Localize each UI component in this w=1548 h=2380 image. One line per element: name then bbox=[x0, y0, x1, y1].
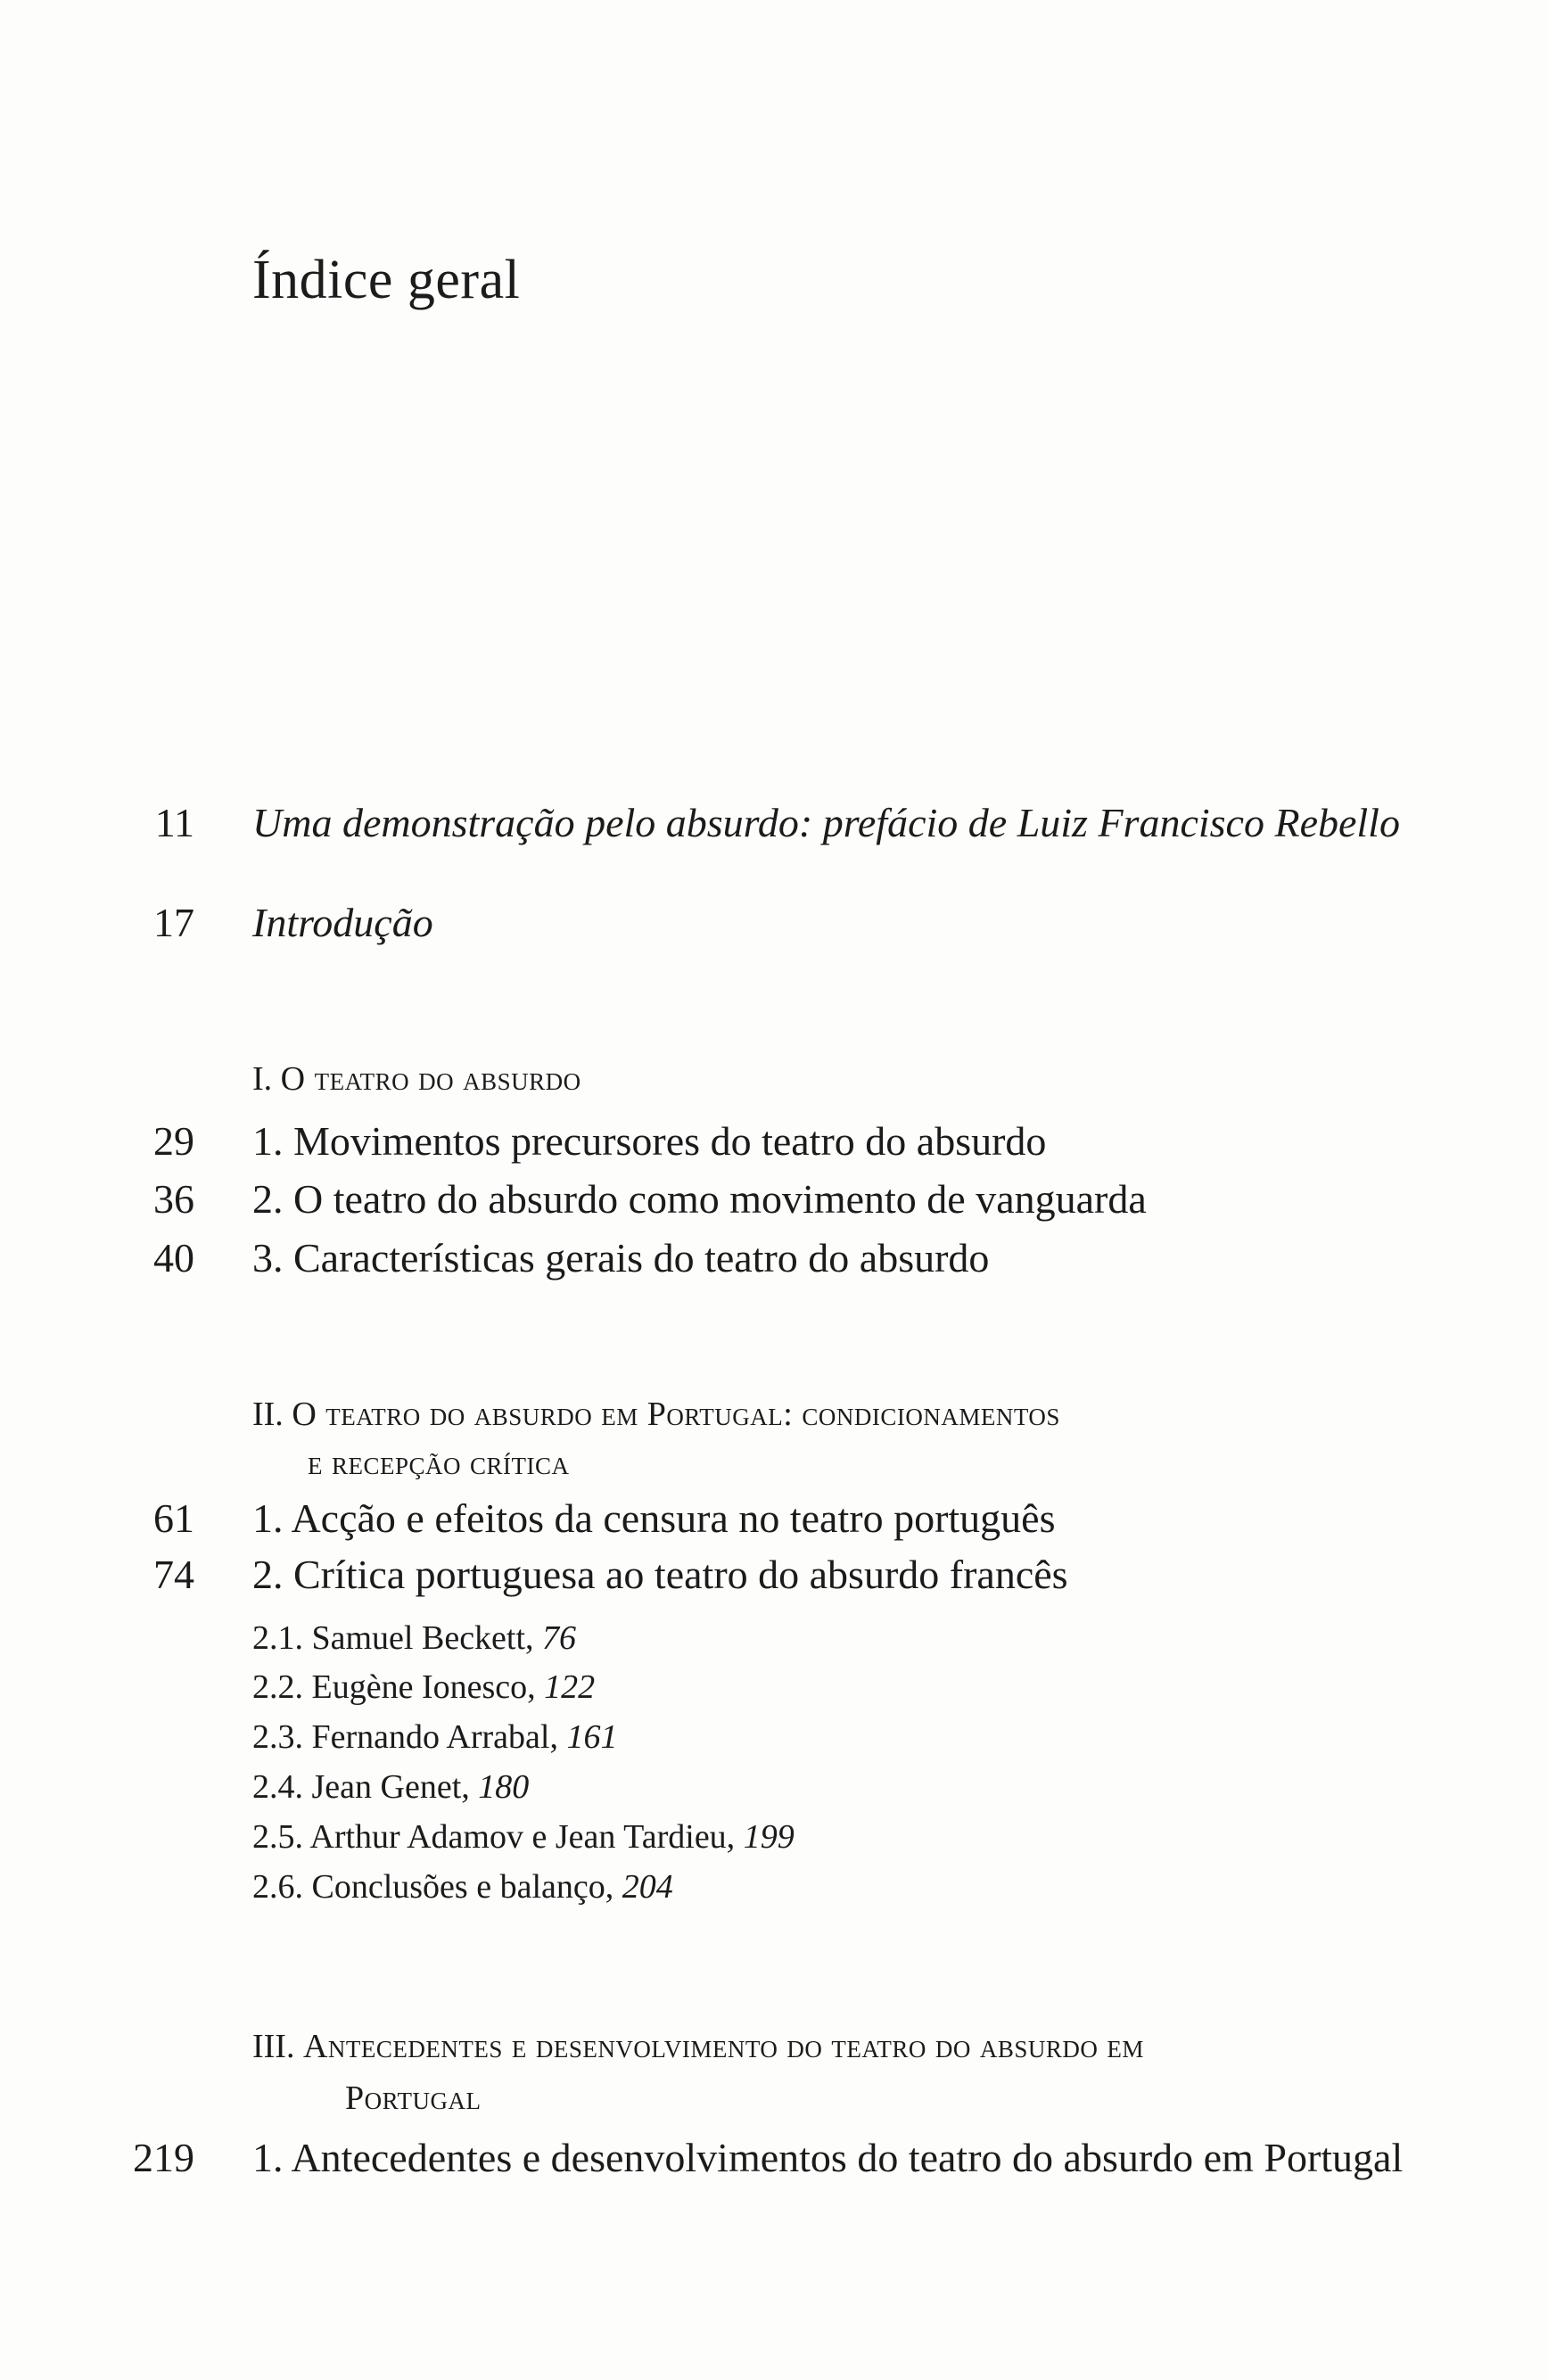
toc-entry-title: Uma demonstração pelo absurdo: prefácio de Luiz Francisco Rebello bbox=[252, 800, 1400, 845]
toc-subentry-page: 122 bbox=[544, 1668, 596, 1706]
toc-page-number: 74 bbox=[153, 1552, 194, 1597]
toc-page-number: 40 bbox=[153, 1235, 194, 1281]
toc-page-number: 17 bbox=[153, 900, 194, 945]
toc-subentry-page: 204 bbox=[622, 1868, 673, 1906]
toc-subentry-title: 2.5. Arthur Adamov e Jean Tardieu, bbox=[252, 1818, 744, 1856]
toc-subentry-page: 199 bbox=[743, 1818, 795, 1856]
part-heading-continued bbox=[308, 1446, 570, 1480]
toc-subentry-title: 2.1. Samuel Beckett, bbox=[252, 1619, 543, 1657]
part-heading bbox=[252, 2030, 1144, 2063]
toc-subentry-title: 2.3. Fernando Arrabal, bbox=[252, 1718, 567, 1756]
part-title: Antecedentes e desenvolvimento do teatro do absurdo em bbox=[302, 2028, 1144, 2065]
toc-page-number: 29 bbox=[153, 1118, 194, 1164]
toc-subentry-title: 2.2. Eugène Ionesco, bbox=[252, 1668, 545, 1706]
toc-subentry[interactable] bbox=[252, 1770, 529, 1804]
page-title: Índice geral bbox=[252, 250, 521, 310]
toc-entry-title: 1. Antecedentes e desenvolvimentos do teatro do absurdo em Portugal bbox=[252, 2135, 1404, 2180]
toc-subentry[interactable] bbox=[252, 1820, 795, 1854]
toc-entry-title: Introdução bbox=[252, 900, 433, 945]
toc-subentry[interactable] bbox=[252, 1720, 617, 1754]
part-title: O teatro do absurdo bbox=[280, 1060, 581, 1098]
toc-entry-title: 1. Movimentos precursores do teatro do absurdo bbox=[252, 1118, 1047, 1164]
part-title-line2: Portugal bbox=[345, 2079, 482, 2117]
part-heading bbox=[252, 1397, 1060, 1431]
part-heading-continued bbox=[345, 2081, 482, 2115]
part-number: III. bbox=[252, 2028, 295, 2065]
toc-entry-title: 3. Características gerais do teatro do absurdo bbox=[252, 1235, 990, 1281]
part-number: I. bbox=[252, 1060, 273, 1098]
toc-subentry-title: 2.4. Jean Genet, bbox=[252, 1768, 479, 1806]
toc-page-number: 219 bbox=[133, 2135, 194, 2180]
part-title: O teatro do absurdo em Portugal: condicionamentos bbox=[292, 1396, 1060, 1433]
toc-subentry[interactable] bbox=[252, 1621, 576, 1655]
part-heading bbox=[252, 1062, 581, 1096]
toc-entry-title: 2. Crítica portuguesa ao teatro do absurdo francês bbox=[252, 1552, 1068, 1597]
toc-page-number: 11 bbox=[154, 800, 194, 845]
toc-subentry[interactable] bbox=[252, 1670, 595, 1704]
toc-subentry-page: 180 bbox=[478, 1768, 530, 1806]
toc-subentry-title: 2.6. Conclusões e balanço, bbox=[252, 1868, 622, 1906]
toc-subentry-page: 76 bbox=[542, 1619, 577, 1657]
toc-entry-title: 1. Acção e efeitos da censura no teatro português bbox=[252, 1495, 1056, 1541]
toc-page-number: 36 bbox=[153, 1176, 194, 1222]
toc-subentry[interactable] bbox=[252, 1870, 673, 1904]
toc-page-number: 61 bbox=[153, 1495, 194, 1541]
toc-subentry-page: 161 bbox=[566, 1718, 618, 1756]
part-title-line2: e recepção crítica bbox=[308, 1445, 570, 1482]
part-number: II. bbox=[252, 1396, 284, 1433]
toc-entry-title: 2. O teatro do absurdo como movimento de vanguarda bbox=[252, 1176, 1147, 1222]
